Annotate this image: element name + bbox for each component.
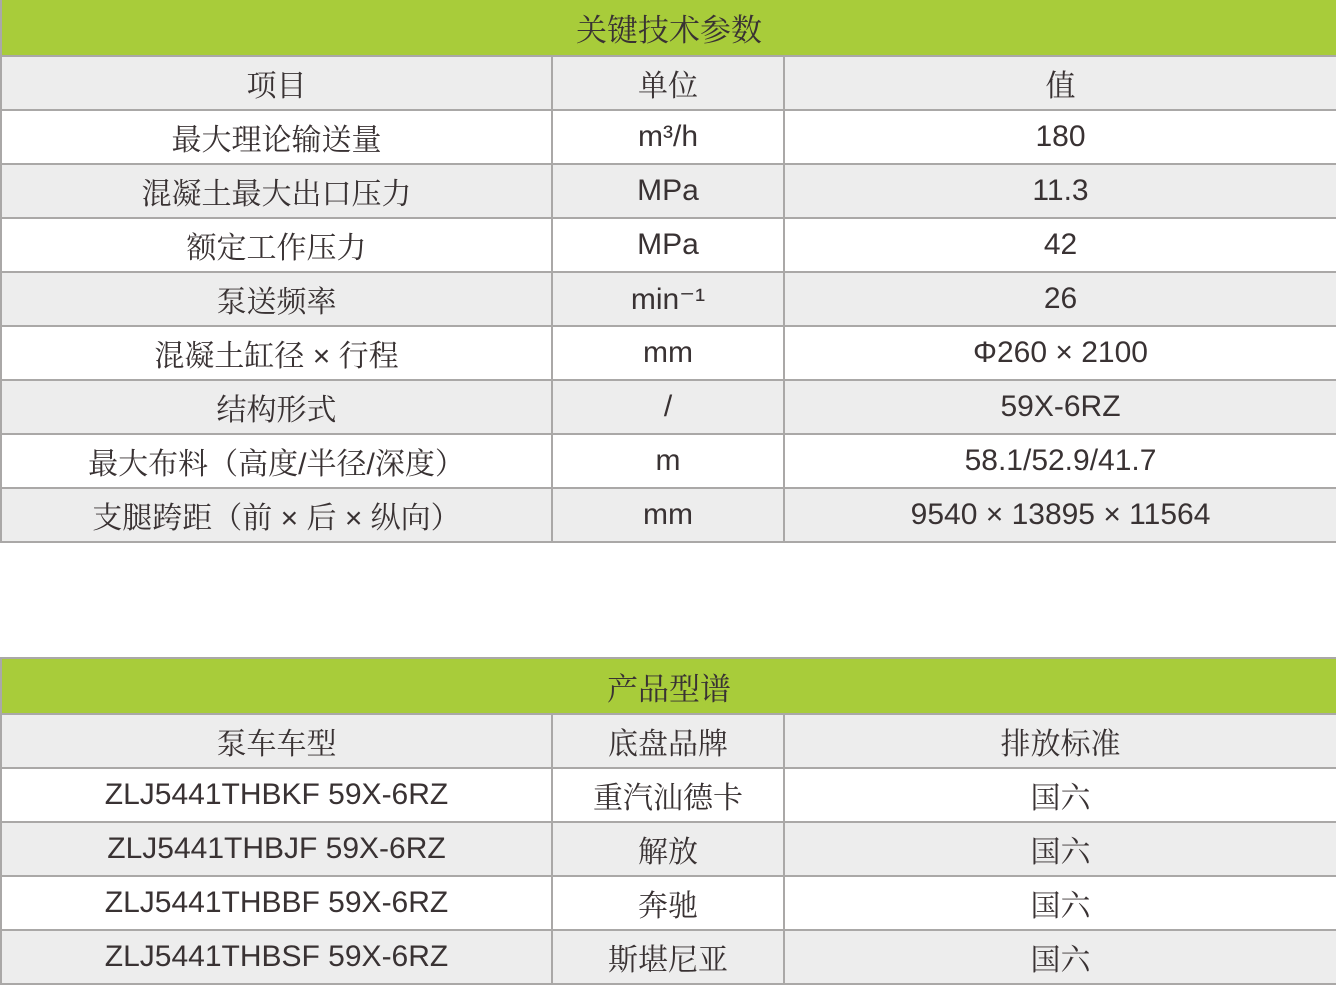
value-cell: 42 bbox=[784, 218, 1336, 272]
column-header-unit: 单位 bbox=[552, 56, 784, 110]
item-cell: 最大理论输送量 bbox=[1, 110, 552, 164]
value-cell: 59X-6RZ bbox=[784, 380, 1336, 434]
unit-cell: m bbox=[552, 434, 784, 488]
unit-cell: / bbox=[552, 380, 784, 434]
column-header-row bbox=[1, 714, 1336, 768]
item-cell: 泵送频率 bbox=[1, 272, 552, 326]
item-cell: 混凝土最大出口压力 bbox=[1, 164, 552, 218]
item-cell: 混凝土缸径 × 行程 bbox=[1, 326, 552, 380]
product-spectrum-table bbox=[0, 657, 1336, 985]
unit-cell: MPa bbox=[552, 164, 784, 218]
value-cell: Φ260 × 2100 bbox=[784, 326, 1336, 380]
table-row bbox=[1, 768, 1336, 822]
emission-standard-cell: 国六 bbox=[784, 768, 1336, 822]
chassis-brand-cell: 斯堪尼亚 bbox=[552, 930, 784, 984]
column-header-model: 泵车车型 bbox=[1, 714, 552, 768]
model-cell: ZLJ5441THBBF 59X-6RZ bbox=[1, 876, 552, 930]
column-header-item: 项目 bbox=[1, 56, 552, 110]
value-cell: 58.1/52.9/41.7 bbox=[784, 434, 1336, 488]
emission-standard-cell: 国六 bbox=[784, 822, 1336, 876]
column-header-value: 值 bbox=[784, 56, 1336, 110]
key-parameters-title: 关键技术参数 bbox=[1, 0, 1336, 56]
chassis-brand-cell: 解放 bbox=[552, 822, 784, 876]
product-spectrum-title: 产品型谱 bbox=[1, 658, 1336, 714]
table-row bbox=[1, 822, 1336, 876]
item-cell: 支腿跨距（前 × 后 × 纵向） bbox=[1, 488, 552, 542]
model-cell: ZLJ5441THBKF 59X-6RZ bbox=[1, 768, 552, 822]
table-row bbox=[1, 434, 1336, 488]
value-cell: 180 bbox=[784, 110, 1336, 164]
chassis-brand-cell: 重汽汕德卡 bbox=[552, 768, 784, 822]
table-row bbox=[1, 930, 1336, 984]
table-row bbox=[1, 326, 1336, 380]
value-cell: 26 bbox=[784, 272, 1336, 326]
value-cell: 9540 × 13895 × 11564 bbox=[784, 488, 1336, 542]
unit-cell: min⁻¹ bbox=[552, 272, 784, 326]
column-header-row bbox=[1, 56, 1336, 110]
item-cell: 最大布料（高度/半径/深度） bbox=[1, 434, 552, 488]
value-cell: 11.3 bbox=[784, 164, 1336, 218]
table-row bbox=[1, 488, 1336, 542]
table-row bbox=[1, 164, 1336, 218]
unit-cell: mm bbox=[552, 326, 784, 380]
tables-gap bbox=[0, 543, 1336, 657]
emission-standard-cell: 国六 bbox=[784, 930, 1336, 984]
model-cell: ZLJ5441THBSF 59X-6RZ bbox=[1, 930, 552, 984]
table-row bbox=[1, 272, 1336, 326]
chassis-brand-cell: 奔驰 bbox=[552, 876, 784, 930]
item-cell: 额定工作压力 bbox=[1, 218, 552, 272]
emission-standard-cell: 国六 bbox=[784, 876, 1336, 930]
unit-cell: MPa bbox=[552, 218, 784, 272]
table-row bbox=[1, 110, 1336, 164]
column-header-chassis-brand: 底盘品牌 bbox=[552, 714, 784, 768]
table-row bbox=[1, 380, 1336, 434]
unit-cell: m³/h bbox=[552, 110, 784, 164]
table-row bbox=[1, 876, 1336, 930]
model-cell: ZLJ5441THBJF 59X-6RZ bbox=[1, 822, 552, 876]
column-header-emission-standard: 排放标准 bbox=[784, 714, 1336, 768]
unit-cell: mm bbox=[552, 488, 784, 542]
table-title-row bbox=[1, 658, 1336, 714]
table-title-row bbox=[1, 0, 1336, 56]
table-row bbox=[1, 218, 1336, 272]
item-cell: 结构形式 bbox=[1, 380, 552, 434]
